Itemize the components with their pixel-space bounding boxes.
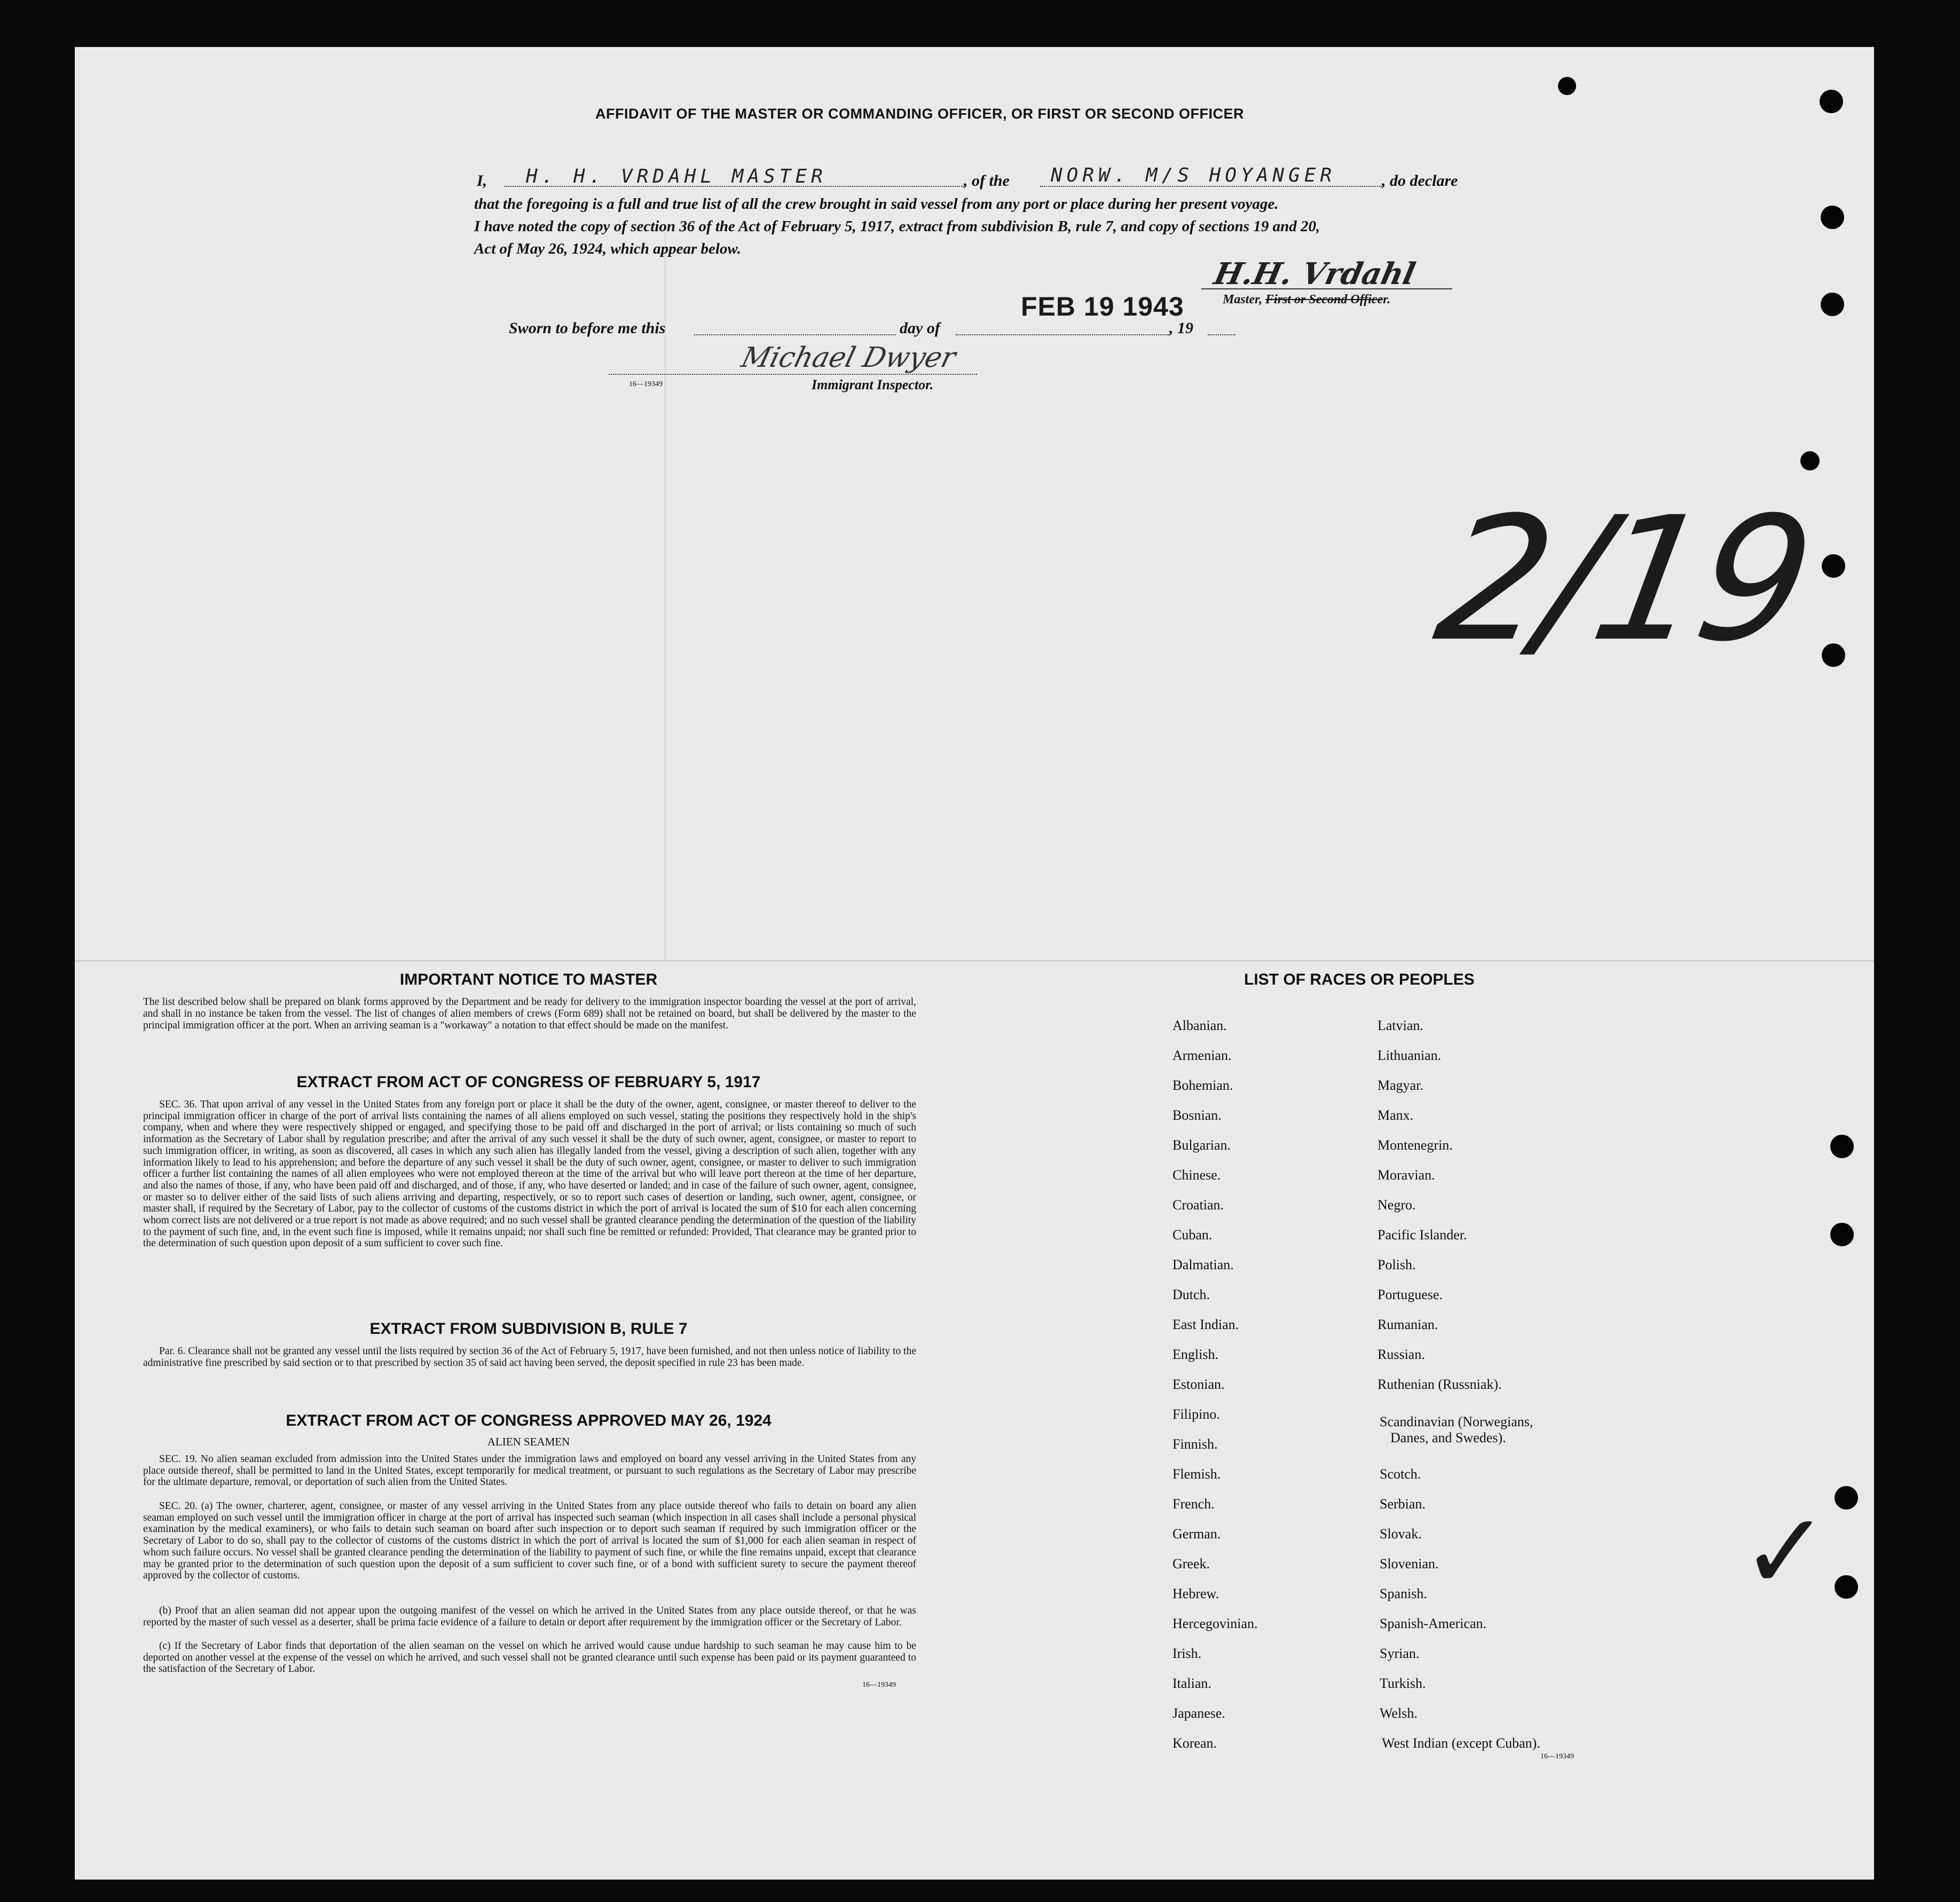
race-item: Rumanian.: [1377, 1317, 1438, 1332]
inspector-signature-line: [609, 374, 977, 375]
race-item: Ruthenian (Russniak).: [1377, 1377, 1502, 1392]
race-item: Welsh.: [1380, 1705, 1418, 1721]
affidavit-line-2: that the foregoing is a full and true list of all the crew brought in said vessel from any port or place during her present voyage.: [474, 195, 1279, 213]
race-item: Hebrew.: [1172, 1586, 1219, 1601]
inspector-label: Immigrant Inspector.: [812, 377, 934, 392]
punch-hole: [1830, 1135, 1854, 1158]
punch-hole: [1558, 77, 1576, 95]
notice-title: IMPORTANT NOTICE TO MASTER: [399, 971, 658, 988]
act1917-title: EXTRACT FROM ACT OF CONGRESS OF FEBRUARY 5, 1917: [296, 1073, 761, 1091]
race-item: Chinese.: [1172, 1167, 1221, 1183]
race-item: Slovak.: [1380, 1526, 1422, 1542]
race-item: Russian.: [1377, 1347, 1425, 1362]
race-item: French.: [1172, 1496, 1215, 1512]
race-item: Turkish.: [1380, 1676, 1426, 1691]
race-item: Syrian.: [1380, 1646, 1420, 1661]
notice-body: The list described below shall be prepared on blank forms approved by the Department and be ready for delivery to the immigration inspector boarding the vessel at the port of arrival, and shall in no instance be taken from the vessel. The list of changes of alien members of crews (Form 689) shall not be retained on board, but shall be delivered by the master to the principal immigration officer at the port. When an arriving seaman is a "workaway" a notation to that effect should be made on the manifest.: [143, 996, 916, 1031]
race-item: Flemish.: [1172, 1466, 1221, 1482]
race-item: Dalmatian.: [1172, 1257, 1234, 1272]
day-of-label: day of: [900, 319, 940, 337]
race-item: Bohemian.: [1172, 1078, 1233, 1093]
sworn-label: Sworn to before me this: [509, 319, 666, 337]
race-item: Spanish-American.: [1380, 1616, 1487, 1631]
sworn-day-line: [694, 334, 896, 335]
race-item: English.: [1172, 1347, 1218, 1362]
handwritten-date: 2/19: [1424, 481, 1822, 679]
master-signature: H.H. Vrdahl: [1210, 256, 1419, 292]
affidavit-line-3: I have noted the copy of section 36 of the Act of February 5, 1917, extract from subdivision B, rule 7, and copy of sections 19 and 20,: [474, 218, 1320, 235]
declarant-name: H. H. VRDAHL MASTER: [526, 166, 827, 187]
punch-hole: [1835, 1486, 1858, 1510]
race-item: Filipino.: [1172, 1406, 1220, 1422]
race-item: Greek.: [1172, 1556, 1210, 1571]
act1924-title: EXTRACT FROM ACT OF CONGRESS APPROVED MAY 26, 1924: [286, 1412, 772, 1429]
act1924-sec20b: (b) Proof that an alien seaman did not appear upon the outgoing manifest of the vessel on which he arrived in the United States from any place outside thereof, or that he was reported by the master of such vessel as a deserter, shall be prima facie evidence of a failure to detain or deport after requirement by the immigration officer or the Secretary of Labor.: [143, 1605, 916, 1628]
race-item: Finnish.: [1172, 1436, 1218, 1452]
race-item: Manx.: [1377, 1107, 1414, 1123]
rule7-body: Par. 6. Clearance shall not be granted any vessel until the lists required by section 36 of the Act of February 5, 1917, have been furnished, and not then unless notice of liability to the administrative fine prescribed by said section or to that prescribed by section 35 of said act having been served, the deposit specified in rule 23 has been made.: [143, 1346, 916, 1369]
act1924-sec19: SEC. 19. No alien seaman excluded from admission into the United States under the immigration laws and employed on board any vessel arriving in the United States from any place outside thereof, shall be permitted to land in the United States, except temporarily for medical treatment, or pursuant to such regulations as the Secretary of Labor may prescribe for the ultimate departure, removal, or deportation of such alien from the United States.: [143, 1453, 916, 1488]
race-item: Italian.: [1172, 1676, 1211, 1691]
master-label-struck: First or Second Office: [1265, 293, 1383, 306]
inspector-signature: Michael Dwyer: [738, 342, 959, 374]
race-item: Magyar.: [1377, 1078, 1423, 1093]
punch-hole: [1821, 206, 1844, 229]
race-item: Slovenian.: [1380, 1556, 1439, 1571]
act1924-form-number: 16—19349: [862, 1681, 896, 1689]
race-item: Scotch.: [1380, 1466, 1421, 1482]
master-label-end: r.: [1383, 293, 1391, 306]
fold-crease-horizontal: [75, 960, 1874, 962]
act1924-subtitle: ALIEN SEAMEN: [487, 1435, 570, 1448]
race-item: Serbian.: [1380, 1496, 1426, 1512]
race-item: Negro.: [1377, 1197, 1416, 1213]
race-item: Croatian.: [1172, 1197, 1224, 1213]
race-item: Danes, and Swedes).: [1390, 1430, 1506, 1445]
do-declare-label: , do declare: [1382, 172, 1458, 190]
race-item: Latvian.: [1377, 1018, 1423, 1033]
race-item: Armenian.: [1172, 1048, 1232, 1063]
form-number: 16—19349: [629, 380, 663, 388]
of-the-label: , of the: [964, 172, 1010, 190]
race-item: Hercegovinian.: [1172, 1616, 1258, 1631]
race-item: Albanian.: [1172, 1018, 1227, 1033]
race-item: Bulgarian.: [1172, 1137, 1231, 1153]
date-stamp: FEB 19 1943: [1021, 292, 1184, 321]
affidavit-line-4: Act of May 26, 1924, which appear below.: [474, 240, 741, 257]
year-line: [1208, 334, 1235, 335]
vessel-name: NORW. M/S HOYANGER: [1051, 164, 1336, 186]
race-item: Bosnian.: [1172, 1107, 1222, 1123]
race-item: Moravian.: [1377, 1167, 1435, 1183]
races-title: LIST OF RACES OR PEOPLES: [1244, 971, 1475, 988]
race-item: Dutch.: [1172, 1287, 1210, 1302]
i-label: I,: [477, 172, 487, 190]
race-item: Irish.: [1172, 1646, 1202, 1661]
race-item: Pacific Islander.: [1377, 1227, 1467, 1243]
race-item: Korean.: [1172, 1735, 1217, 1751]
race-item: Cuban.: [1172, 1227, 1213, 1243]
race-item: Polish.: [1377, 1257, 1416, 1272]
master-label: [1223, 293, 1390, 307]
race-item: East Indian.: [1172, 1317, 1239, 1332]
race-item: Portuguese.: [1377, 1287, 1443, 1302]
master-signature-line: [1201, 288, 1452, 289]
act1917-body: SEC. 36. That upon arrival of any vessel in the United States from any foreign port or place it shall be the duty of the owner, agent, consignee, or master thereof to deliver to the principal immigration officer in charge of the port of arrival lists containing the names of all aliens employed on such vessel, stating the positions they respectively hold in the ship's company, when and where they were respectively shipped or engaged, and specifying those to be paid off and discharged in the port of arrival; or lists containing so much of such information as the Secretary of Labor shall by regulation prescribe; and after the arrival of any such vessel it shall be the duty of such owner, agent, consignee, or master to report to such immigration officer, in writing, as soon as discovered, all cases in which any such alien has illegally landed from the vessel, giving a description of such alien, together with any information likely to lead to his apprehension; and before the departure of any such vessel it shall be the duty of such owner, agent, consignee, or master to deliver to such immigration officer a further list containing the names of all alien employees who were not employed thereon at the time of the arrival but who will leave port thereon at the time of her departure, and also the names of those, if any, who have been paid off and discharged, and of those, if any, who have deserted or landed; and in case of the failure of such owner, agent, consignee, or master so to deliver either of the said lists of such aliens arriving and departing, respectively, or so to report such cases of desertion or landing, such owner, agent, consignee, or master shall, if required by the Secretary of Labor, pay to the collector of customs of the customs district in which the port of arrival is located the sum of $10 for each alien concerning whom correct lists are not delivered or a true report is not made as above required; and no such vessel shall be granted clearance pending the determination of the question of the liability to the payment of such fine, and, in the event such fine is imposed, while it remains unpaid; nor shall such fine be remitted or refunded: Provided, That clearance may be granted prior to the determination of such question upon deposit of a sum sufficient to cover such fine.: [143, 1099, 916, 1249]
race-item: Lithuanian.: [1377, 1048, 1442, 1063]
races-form-number: 16—19349: [1540, 1752, 1574, 1760]
race-item: German.: [1172, 1526, 1221, 1542]
race-item: Scandinavian (Norwegians,: [1380, 1414, 1533, 1429]
affidavit-title: AFFIDAVIT OF THE MASTER OR COMMANDING OFFICER, OR FIRST OR SECOND OFFICER: [595, 106, 1244, 122]
punch-hole: [1822, 643, 1845, 667]
sworn-month-line: [956, 334, 1169, 335]
punch-hole: [1830, 1223, 1854, 1246]
punch-hole: [1835, 1575, 1858, 1599]
race-item: Estonian.: [1172, 1377, 1225, 1392]
race-item: West Indian (except Cuban).: [1382, 1735, 1540, 1751]
race-item: Montenegrin.: [1377, 1137, 1453, 1153]
punch-hole: [1820, 90, 1843, 113]
race-item: Japanese.: [1172, 1705, 1225, 1721]
nineteen-label: , 19: [1169, 319, 1193, 337]
punch-hole: [1821, 293, 1844, 316]
rule7-title: EXTRACT FROM SUBDIVISION B, RULE 7: [369, 1320, 688, 1338]
act1924-sec20a: SEC. 20. (a) The owner, charterer, agent, consignee, or master of any vessel arriving in the United States from any place outside thereof who fails to detain on board any alien seaman employed on such vessel until the immigration officer in charge at the port of arrival has inspected such seaman (which inspection in all cases shall include a personal physical examination by the medical examiners), or who fails to detain such seaman on board after such inspection or to deport such seaman if required by such immigration officer or the Secretary of Labor to do so, shall pay to the collector of customs of the customs district in which the port of arrival is located the sum of $1,000 for each alien seaman in respect of whom such failure occurs. No vessel shall be granted clearance pending the determination of the liability to payment of such fine, or while the fine remains unpaid, except that clearance may be granted prior to the determination of such question upon the deposit of a sum sufficient to cover such fine, or of a bond with sufficient surety to secure the payment thereof approved by the collector of customs.: [143, 1500, 916, 1582]
punch-hole: [1822, 554, 1845, 578]
punch-hole: [1800, 451, 1820, 470]
race-item: Spanish.: [1380, 1586, 1427, 1601]
act1924-sec20c: (c) If the Secretary of Labor finds that deportation of the alien seaman on the vessel on which he arrived would cause undue hardship to such seaman he may cause him to be deported on another vessel at the expense of the vessel on which he arrived, and such vessel shall not be granted clearance until such expense has been paid or its payment guaranteed to the satisfaction of the Secretary of Labor.: [143, 1640, 916, 1675]
master-label-text: Master,: [1223, 293, 1263, 306]
check-mark: ✓: [1741, 1494, 1830, 1612]
